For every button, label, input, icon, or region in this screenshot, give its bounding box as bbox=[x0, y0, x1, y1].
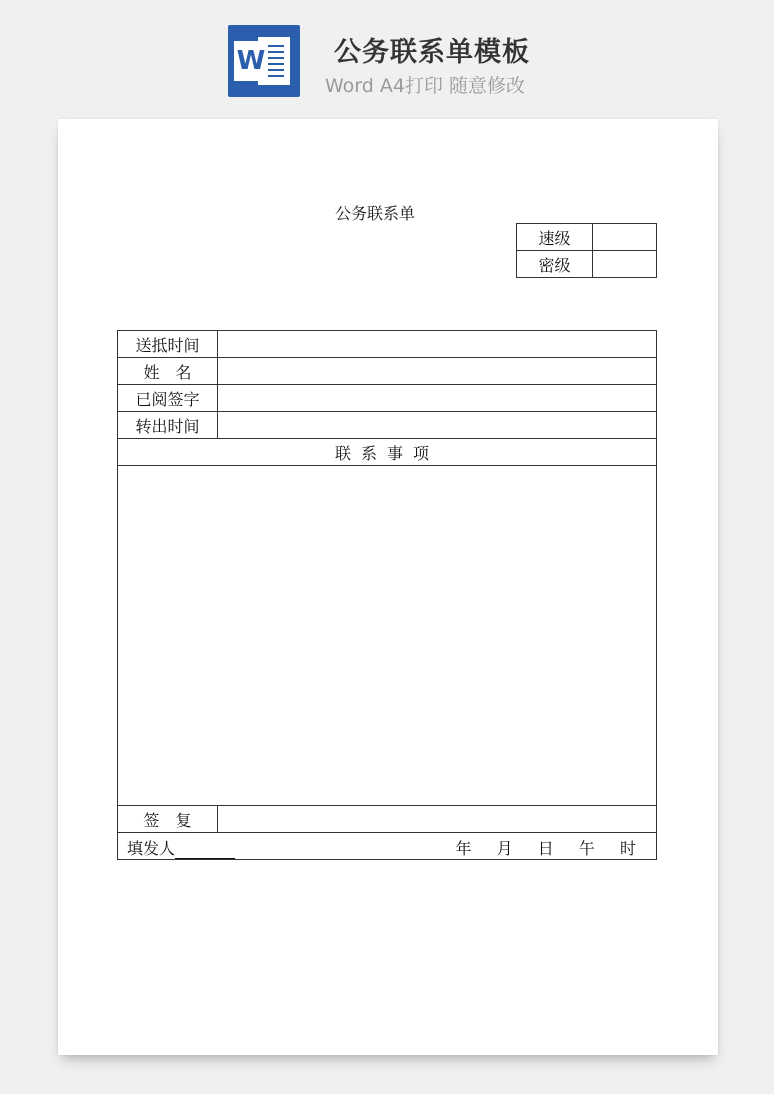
form-row-transfer-time bbox=[118, 412, 657, 439]
word-icon bbox=[228, 25, 300, 97]
form-row-name bbox=[118, 358, 657, 385]
date-line bbox=[436, 836, 636, 859]
secret-level-value[interactable] bbox=[593, 251, 657, 278]
reply-field[interactable] bbox=[218, 806, 657, 833]
document-page bbox=[58, 119, 718, 1055]
form-row-footer bbox=[118, 833, 657, 860]
speed-level-label: 速级 bbox=[517, 224, 593, 251]
read-sign-field[interactable] bbox=[218, 385, 657, 412]
reply-label: 签 复 bbox=[118, 806, 218, 833]
contact-matters-heading: 联系事项 bbox=[118, 439, 657, 466]
date-unit-month: 月 bbox=[496, 839, 513, 858]
form-row-section-header bbox=[118, 439, 657, 466]
secret-level-label: 密级 bbox=[517, 251, 593, 278]
form-row-body bbox=[118, 466, 657, 806]
delivery-time-label: 送抵时间 bbox=[118, 331, 218, 358]
name-field[interactable] bbox=[218, 358, 657, 385]
document-title: 公务联系单 bbox=[334, 204, 415, 223]
page-title: 公务联系单模板 bbox=[334, 37, 530, 68]
filler-signature bbox=[127, 836, 235, 859]
word-icon-letter: W bbox=[234, 41, 268, 81]
filler-label: 填发人 bbox=[127, 839, 176, 858]
form-row-reply bbox=[118, 806, 657, 833]
form-row-delivery-time bbox=[118, 331, 657, 358]
speed-level-value[interactable] bbox=[593, 224, 657, 251]
name-label: 姓 名 bbox=[118, 358, 218, 385]
filler-blank[interactable] bbox=[175, 842, 235, 859]
level-row-secret bbox=[517, 251, 657, 278]
contact-matters-body[interactable] bbox=[118, 466, 657, 806]
page-header bbox=[0, 0, 774, 110]
transfer-time-label: 转出时间 bbox=[118, 412, 218, 439]
date-unit-year: 年 bbox=[455, 839, 472, 858]
date-unit-day: 日 bbox=[537, 839, 554, 858]
read-sign-label: 已阅签字 bbox=[118, 385, 218, 412]
page-subtitle: Word A4打印 随意修改 bbox=[325, 75, 526, 97]
delivery-time-field[interactable] bbox=[218, 331, 657, 358]
form-row-read-sign bbox=[118, 385, 657, 412]
level-row-speed bbox=[517, 224, 657, 251]
date-unit-noon: 午 bbox=[578, 839, 595, 858]
form-footer bbox=[118, 833, 657, 860]
date-unit-hour: 时 bbox=[619, 839, 636, 858]
level-table bbox=[516, 223, 657, 278]
transfer-time-field[interactable] bbox=[218, 412, 657, 439]
contact-form-table bbox=[117, 330, 657, 860]
